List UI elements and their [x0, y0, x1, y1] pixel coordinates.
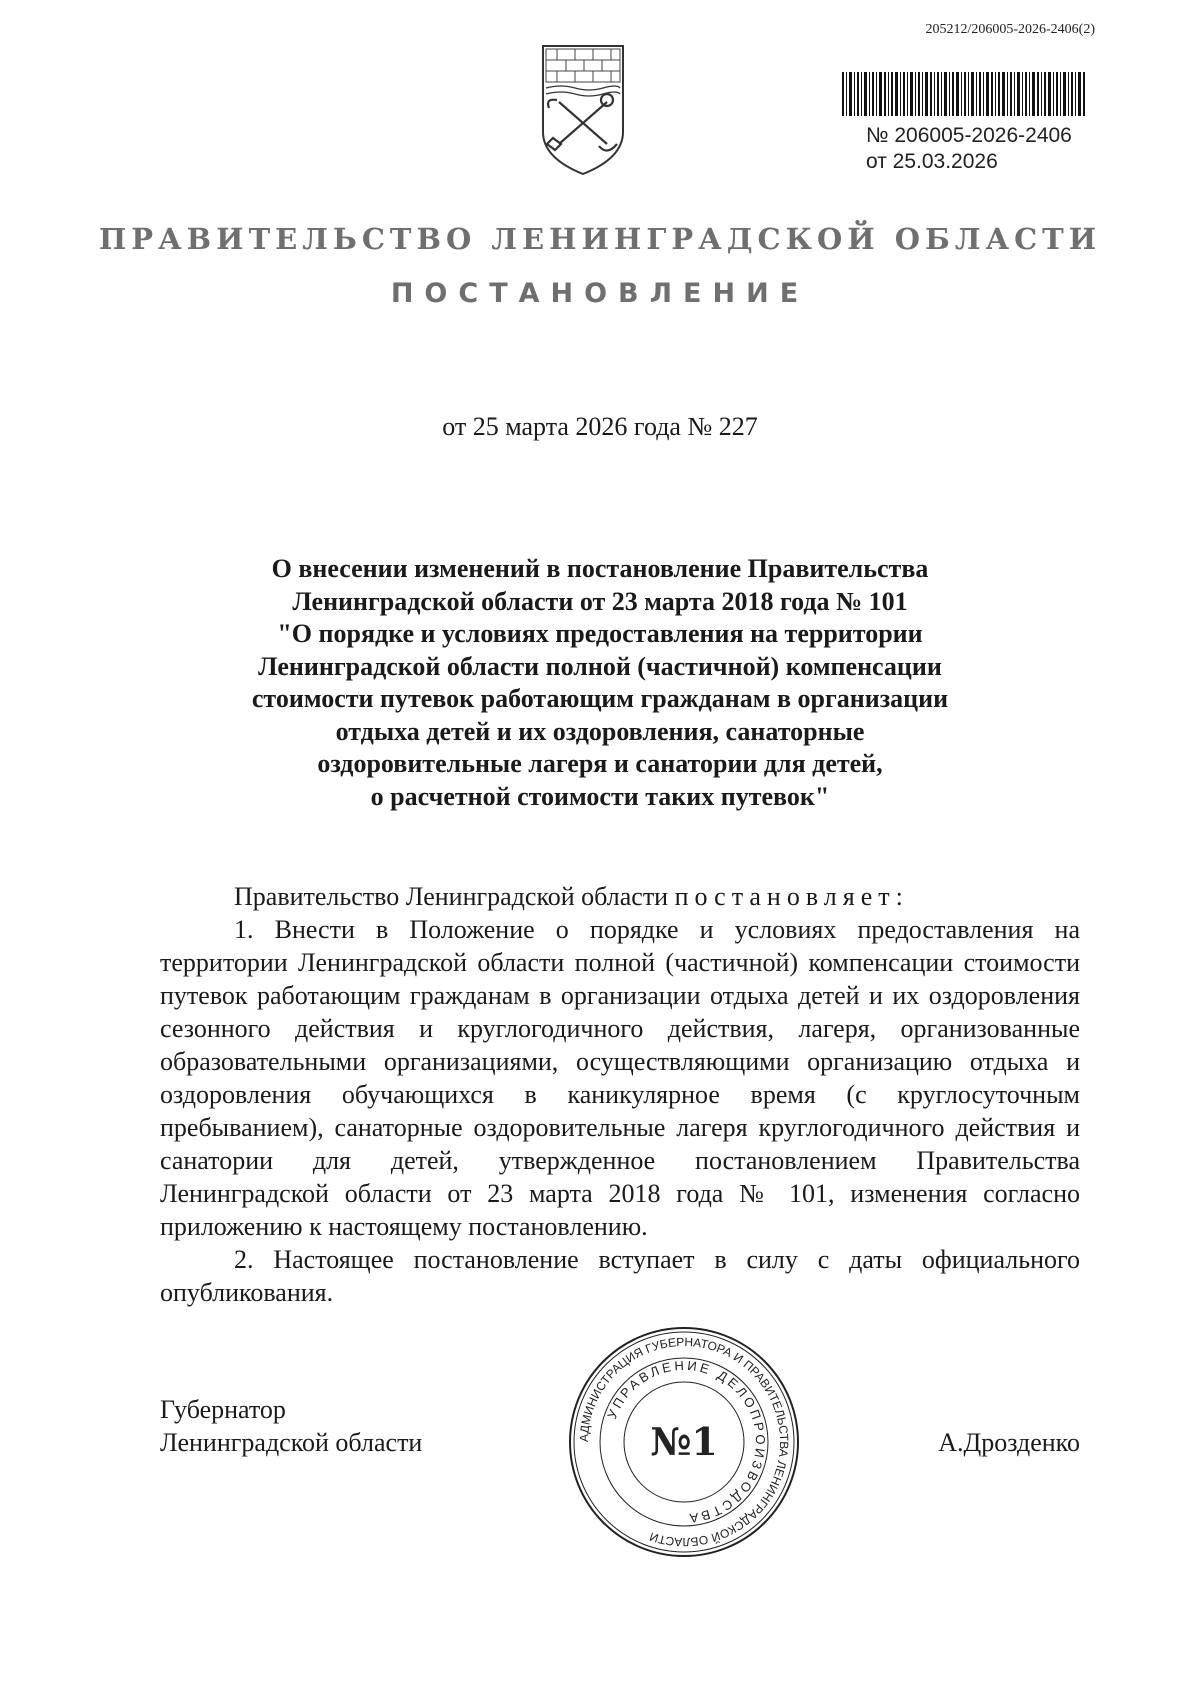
signatory-position-line: Губернатор — [160, 1395, 286, 1424]
official-seal-icon — [566, 1324, 802, 1560]
paragraph-1: 1. Внести в Положение о порядке и условиях предоставления на территории Ленинградской области полной (частичной) компенсации стоимости путевок работающим гражданам в организации отдыха детей и их оздоровления сезонного действия и круглогодичного действия, лагеря, организованные образовательными организациями, осуществляющими организацию отдыха и оздоровления обучающихся в каникулярное время (с круглосуточным пребыванием), санаторные оздоровительные лагеря круглогодичного действия и санатории для детей, утвержденное постановлением Правительства Ленинградской области от 23 марта 2018 года № 101, изменения согласно приложению к настоящему постановлению. — [160, 915, 1080, 1241]
subject-line: о расчетной стоимости таких путевок" — [370, 781, 830, 811]
barcode-icon — [842, 72, 1086, 116]
seal-inner-text: УПРАВЛЕНИЕ ДЕЛОПРОИЗВОДСТВА — [604, 1357, 769, 1527]
subject-line: стоимости путевок работающим гражданам в организации — [251, 684, 949, 713]
document-reference-code: 205212/206005-2026-2406(2) — [925, 22, 1095, 37]
document-subject — [150, 553, 1050, 813]
preamble-text: Правительство Ленинградской области — [234, 882, 669, 911]
coat-of-arms-icon — [537, 40, 629, 180]
preamble — [160, 880, 1080, 913]
document-date-number: от 25 марта 2026 года № 227 — [442, 412, 758, 441]
signatory-position — [160, 1393, 422, 1459]
registration-date: от 25.03.2026 — [866, 150, 998, 173]
registration-number: № 206005-2026-2406 — [866, 124, 1072, 147]
subject-line: О внесении изменений в постановление Правительства — [271, 554, 929, 583]
government-title: ПРАВИТЕЛЬСТВО ЛЕНИНГРАДСКОЙ ОБЛАСТИ — [98, 222, 1102, 256]
seal-number: №1 — [650, 1419, 718, 1464]
document-type-title: ПОСТАНОВЛЕНИЕ — [390, 278, 810, 309]
document-body — [160, 880, 1080, 1309]
seal-outer-text: АДМИНИСТРАЦИЯ ГУБЕРНАТОРА И ПРАВИТЕЛЬСТВА ЛЕНИНГРАДСКОЙ ОБЛАСТИ — [576, 1334, 792, 1550]
preamble-decree: постановляет: — [674, 882, 909, 911]
subject-line: Ленинградской области от 23 марта 2018 года № 101 — [292, 586, 908, 616]
signatory-position-line: Ленинградской области — [160, 1428, 423, 1457]
signatory-name: А.Дрозденко — [938, 1428, 1080, 1457]
paragraph-2: 2. Настоящее постановление вступает в силу с даты официального опубликования. — [160, 1245, 1080, 1307]
subject-line: отдыха детей и их оздоровления, санаторные — [335, 716, 865, 746]
subject-line: "О порядке и условиях предоставления на территории — [277, 619, 923, 648]
subject-line: Ленинградской области полной (частичной) компенсации — [258, 651, 942, 681]
subject-line: оздоровительные лагеря и санатории для детей, — [317, 749, 883, 778]
